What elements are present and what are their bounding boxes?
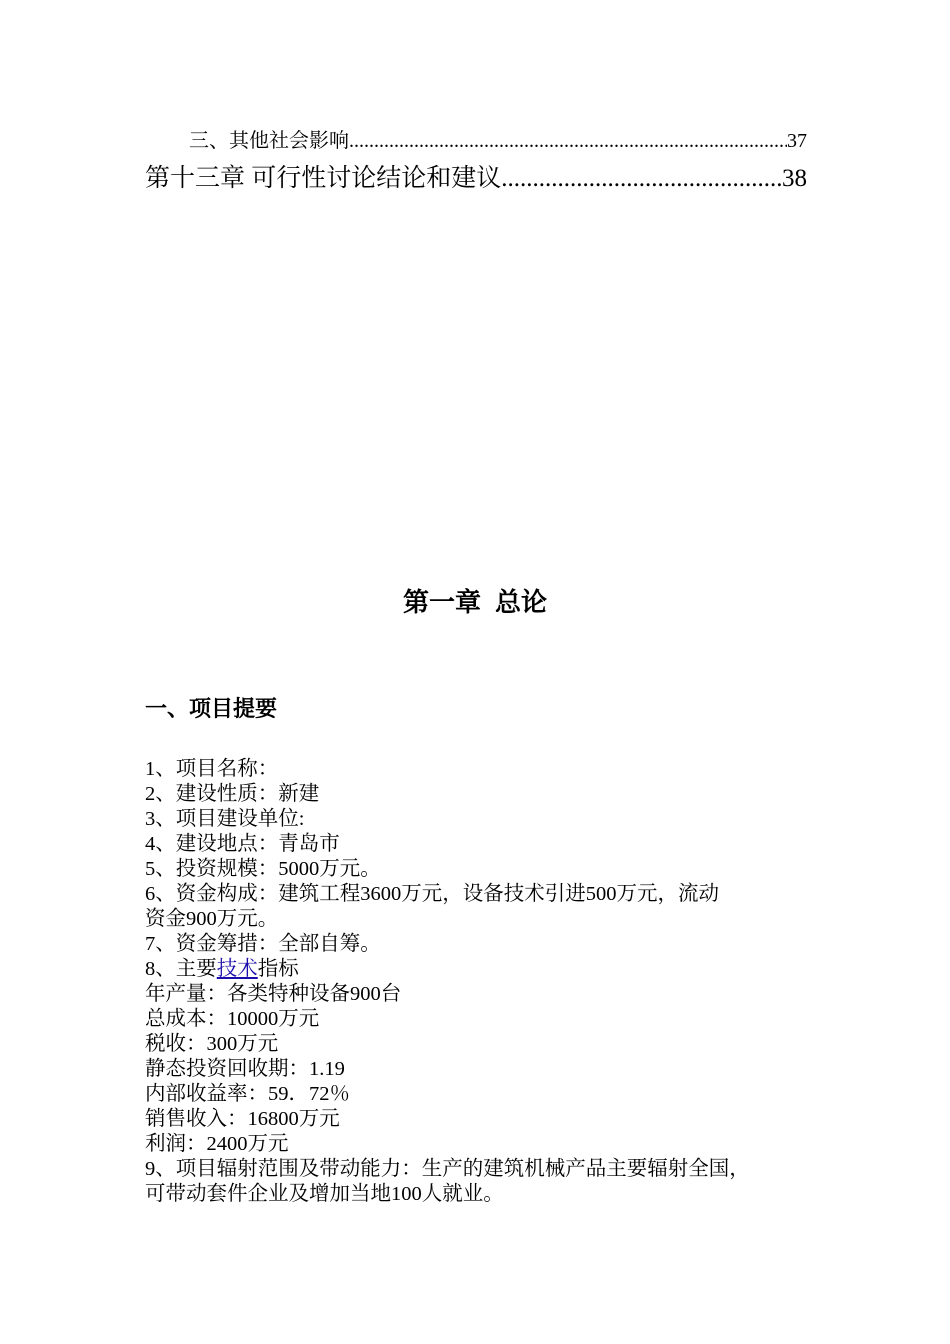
list-item-text: 8、主要 [145,958,217,980]
list-item: 3、项目建设单位: [145,808,305,830]
chapter-title [0,582,950,619]
toc-entry-label: 第十三章 可行性讨论结论和建议 [145,165,502,192]
list-item: 5、投资规模：5000万元。 [145,858,381,880]
indicator-line: 总成本：10000万元 [145,1008,320,1030]
toc-leader-dots [349,130,787,153]
indicator-line: 销售收入：16800万元 [145,1108,340,1130]
list-item: 9、项目辐射范围及带动能力：生产的建筑机械产品主要辐射全国， [145,1158,750,1180]
indicator-line: 静态投资回收期：1.19 [145,1058,345,1080]
toc-leader-dots [501,165,782,193]
toc-entry-other-social-impact[interactable] [145,124,807,153]
indicator-line: 年产量：各类特种设备900台 [145,983,402,1005]
toc-entry-label: 三、其他社会影响 [189,130,349,152]
indicator-line: 利润：2400万元 [145,1133,289,1155]
project-summary-body [145,757,807,1207]
indicator-line: 税收：300万元 [145,1033,279,1055]
list-item-text: 指标 [257,958,299,980]
section-heading: 一、项目提要 [145,697,278,722]
list-item-main-indicators [145,957,807,982]
toc-page-number: 37 [787,130,807,152]
technology-link[interactable]: 技术 [216,958,258,980]
list-item-continuation: 可带动套件企业及增加当地100人就业。 [145,1183,504,1205]
chapter-number: 第一章 [402,588,481,618]
toc-page-number: 38 [782,165,807,192]
chapter-name: 总论 [495,588,548,618]
list-item: 2、建设性质：新建 [145,783,320,805]
list-item: 7、资金筹措：全部自筹。 [145,933,381,955]
list-item: 1、项目名称： [145,758,279,780]
toc-entry-chapter-13[interactable] [145,158,807,194]
list-item: 4、建设地点：青岛市 [145,833,340,855]
list-item: 6、资金构成：建筑工程3600万元，设备技术引进500万元，流动 [145,883,719,905]
indicator-line: 内部收益率：59．72％ [145,1083,350,1105]
list-item-continuation: 资金900万元。 [145,908,279,930]
